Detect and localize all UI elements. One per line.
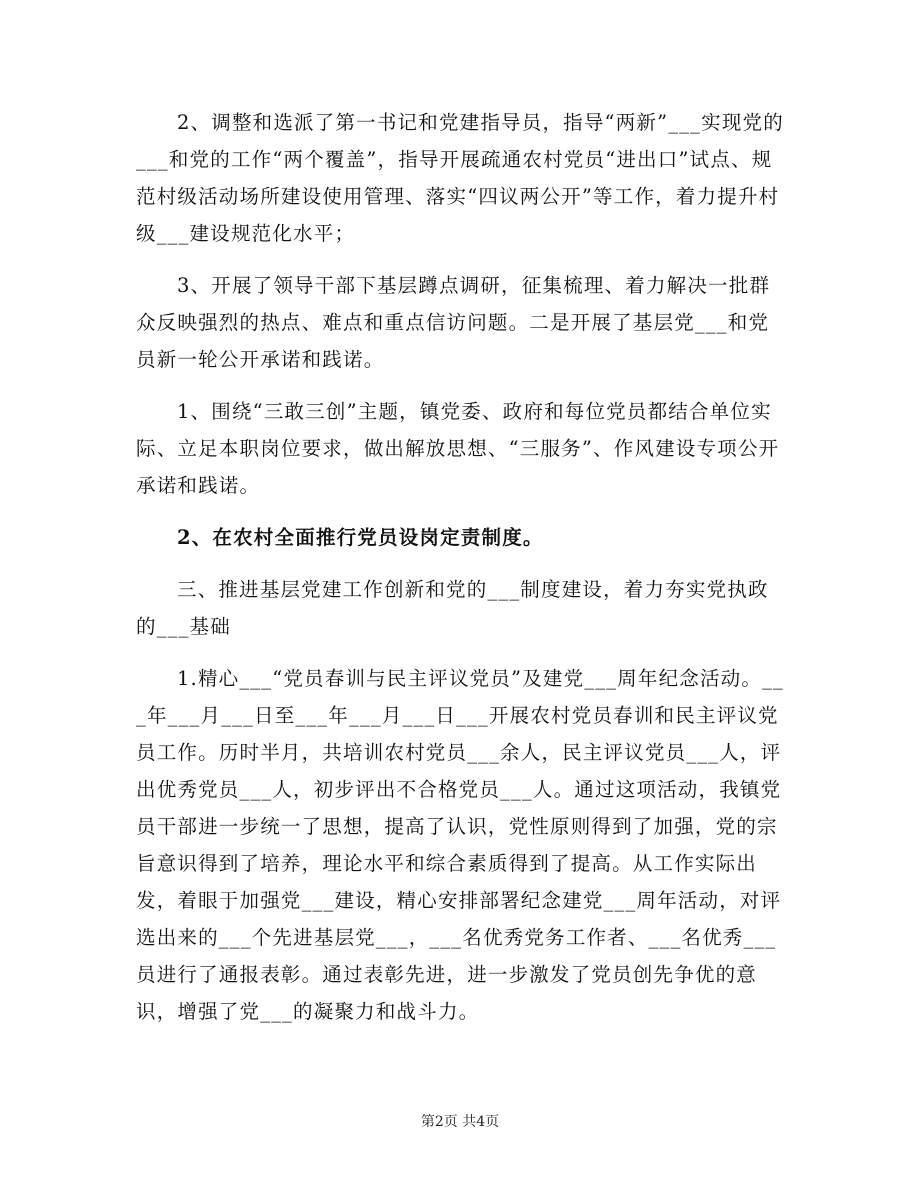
document-body (136, 104, 784, 1045)
paragraph-appoint-secretary: 2、调整和选派了第一书记和党建指导员，指导“两新”___实现党的___和党的工作“两个覆盖”，指导开展疏通农村党员“进出口”试点、规范村级活动场所建设使用管理、落实“四议两公开”等工作，着力提升村级___建设规范化水平； (136, 111, 784, 245)
paragraph-field-research: 3、开展了领导干部下基层蹲点调研，征集梳理、着力解决一批群众反映强烈的热点、难点和重点信访问题。二是开展了基层党___和党员新一轮公开承诺和践诺。 (136, 274, 771, 371)
paragraph-post-responsibility: 2、在农村全面推行党员设岗定责制度。 (176, 526, 544, 549)
paragraph-public-pledge: 1、围绕“三敢三创”主题，镇党委、政府和每位党员都结合单位实际、立足本职岗位要求，做出解放思想、“三服务”、作风建设专项公开承诺和践诺。 (136, 400, 780, 497)
page-number-footer: 第2页 共4页 (420, 1114, 500, 1130)
section-heading-three: 三、推进基层党建工作创新和党的___制度建设，着力夯实党执政的___基础 (136, 578, 769, 638)
paragraph-spring-training: 1.精心___“党员春训与民主评议党员”及建党___周年纪念活动。___年___月___日至___年___月___日___开展农村党员春训和民主评议党员工作。历时半月，共培训农村党员___余人，民主评议党员___人，评出优秀党员___人，初步评出不合格党员___人。通过这项活动，我镇党员干部进一步统一了思想，提高了认识，党性原则得到了加强，党的宗旨意识得到了培养，理论水平和综合素质得到了提高。从工作实际出发，着眼于加强党___建设，精心安排部署纪念建党___周年活动，对评选出来的___个先进基层党___，___名优秀党务工作者、___名优秀___员进行了通报表彰。通过表彰先进，进一步激发了党员创先争优的意识，增强了党___的凝聚力和战斗力。 (136, 667, 784, 1023)
